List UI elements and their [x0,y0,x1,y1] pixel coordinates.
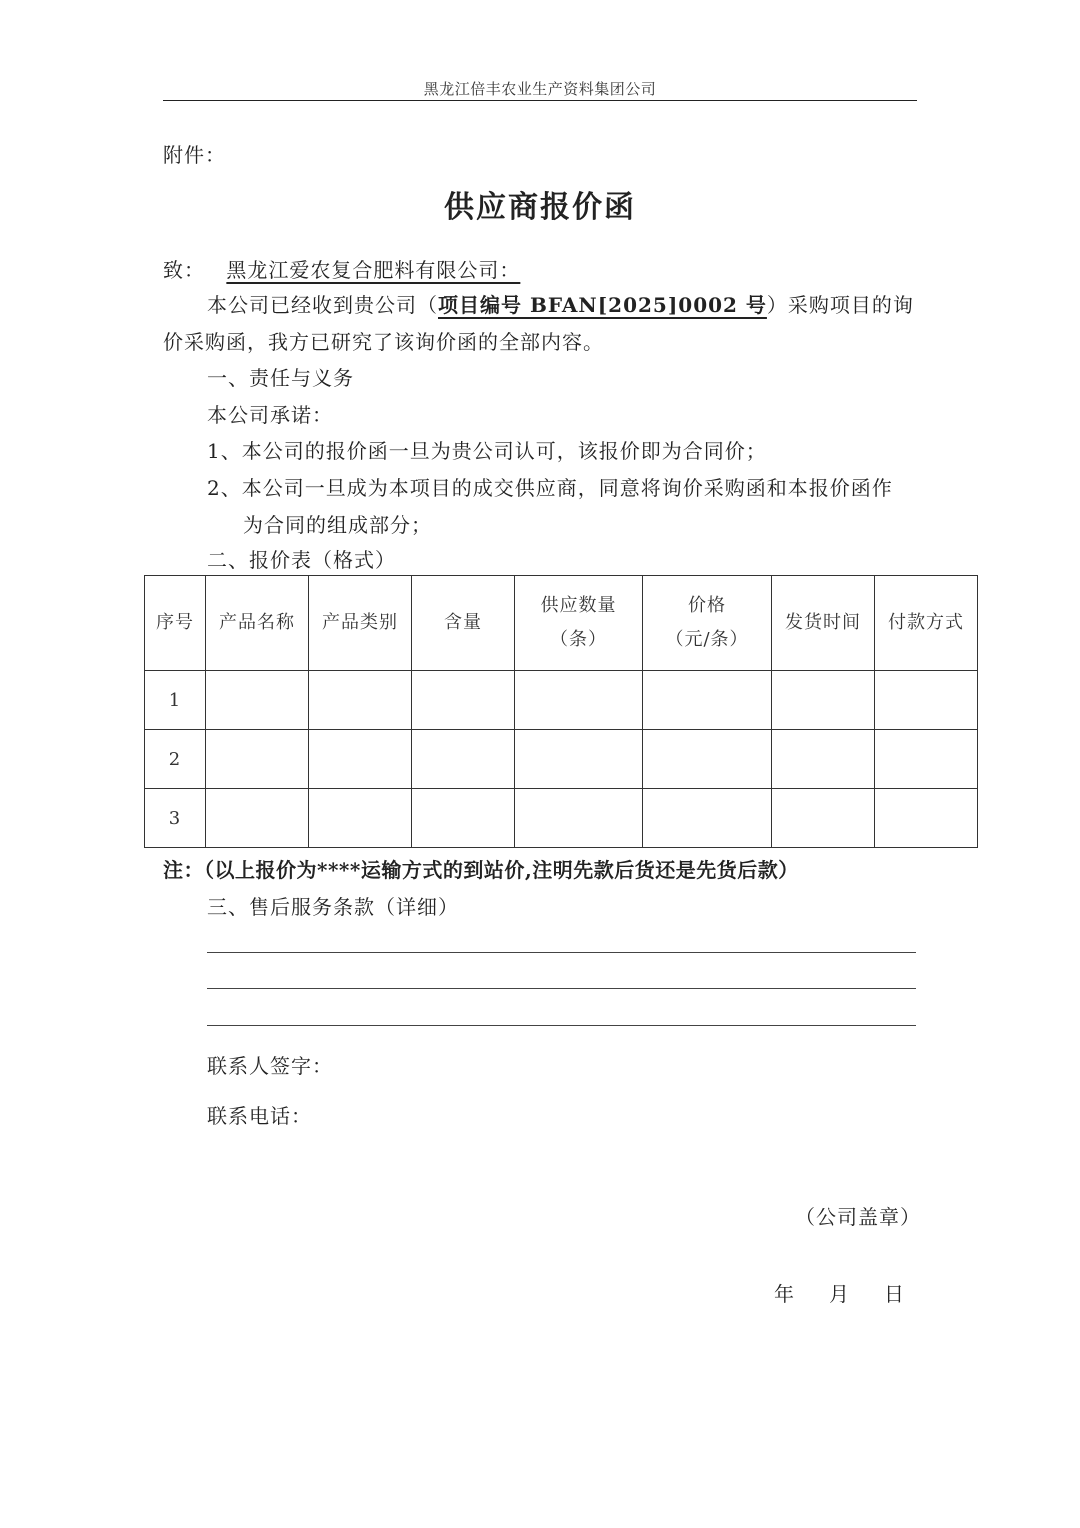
column-header-supply-quantity: 供应数量 （条） [515,576,643,671]
contact-signature-label: 联系人签字： [207,1054,333,1078]
intro-line-1 [207,291,914,319]
table-row [145,730,978,789]
column-header-product-category: 产品类别 [309,576,412,671]
column-header-index: 序号 [145,576,206,671]
cell-delivery-time[interactable] [772,789,875,848]
recipient-company: 黑龙江爱农复合肥料有限公司： [226,258,521,282]
commitment-item-2-line1: 2、本公司一旦成为本项目的成交供应商，同意将询价采购函和本报价函作 [207,476,893,500]
row-index: 3 [145,789,206,848]
cell-payment-method[interactable] [875,671,978,730]
cell-supply-quantity[interactable] [515,789,643,848]
column-header-content: 含量 [412,576,515,671]
intro-text-after: ）采购项目的询 [766,293,914,317]
cell-product-name[interactable] [206,789,309,848]
intro-text-before: 本公司已经收到贵公司（ [207,293,438,317]
cell-product-category[interactable] [309,789,412,848]
page-title: 供应商报价函 [444,190,636,225]
commitment-item-2-line2: 为合同的组成部分； [243,513,432,537]
cell-price[interactable] [643,730,772,789]
cell-supply-quantity[interactable] [515,730,643,789]
commitment-item-1: 1、本公司的报价函一旦为贵公司认可，该报价即为合同价； [207,439,767,463]
cell-product-category[interactable] [309,730,412,789]
row-index: 2 [145,730,206,789]
section2-heading: 二、报价表（格式） [207,548,396,572]
recipient-prefix: 致： [163,258,205,282]
letterhead-divider [163,100,917,101]
cell-content[interactable] [412,789,515,848]
contact-phone-label: 联系电话： [207,1104,312,1128]
company-stamp-label: （公司盖章） [795,1205,921,1229]
section1-heading: 一、责任与义务 [207,366,354,390]
column-header-payment-method: 付款方式 [875,576,978,671]
cell-price[interactable] [643,789,772,848]
price-note: 注：（以上报价为****运输方式的到站价,注明先款后货还是先货后款） [163,858,799,882]
attachment-label: 附件： [163,143,226,167]
cell-content[interactable] [412,671,515,730]
cell-price[interactable] [643,671,772,730]
column-header-delivery-time: 发货时间 [772,576,875,671]
column-header-product-name: 产品名称 [206,576,309,671]
cell-delivery-time[interactable] [772,730,875,789]
row-index: 1 [145,671,206,730]
date-month: 月 [829,1282,850,1306]
section3-heading: 三、售后服务条款（详细） [207,895,459,919]
cell-product-category[interactable] [309,671,412,730]
table-row [145,789,978,848]
date-year: 年 [774,1282,795,1306]
cell-product-name[interactable] [206,671,309,730]
after-sales-line-1[interactable] [207,952,916,953]
commitment-label: 本公司承诺： [207,403,333,427]
letterhead-company: 黑龙江倍丰农业生产资料集团公司 [423,80,657,98]
cell-supply-quantity[interactable] [515,671,643,730]
cell-payment-method[interactable] [875,789,978,848]
date-day: 日 [884,1282,905,1306]
project-number: 项目编号 BFAN[2025]0002 号 [438,293,767,317]
table-row [145,671,978,730]
column-header-price: 价格 （元/条） [643,576,772,671]
table-header-row [145,576,978,671]
after-sales-line-2[interactable] [207,988,916,989]
quote-table [144,575,978,848]
cell-delivery-time[interactable] [772,671,875,730]
after-sales-line-3[interactable] [207,1025,916,1026]
cell-payment-method[interactable] [875,730,978,789]
cell-content[interactable] [412,730,515,789]
cell-product-name[interactable] [206,730,309,789]
intro-line-2: 价采购函，我方已研究了该询价函的全部内容。 [163,330,604,354]
recipient-line [163,256,520,284]
